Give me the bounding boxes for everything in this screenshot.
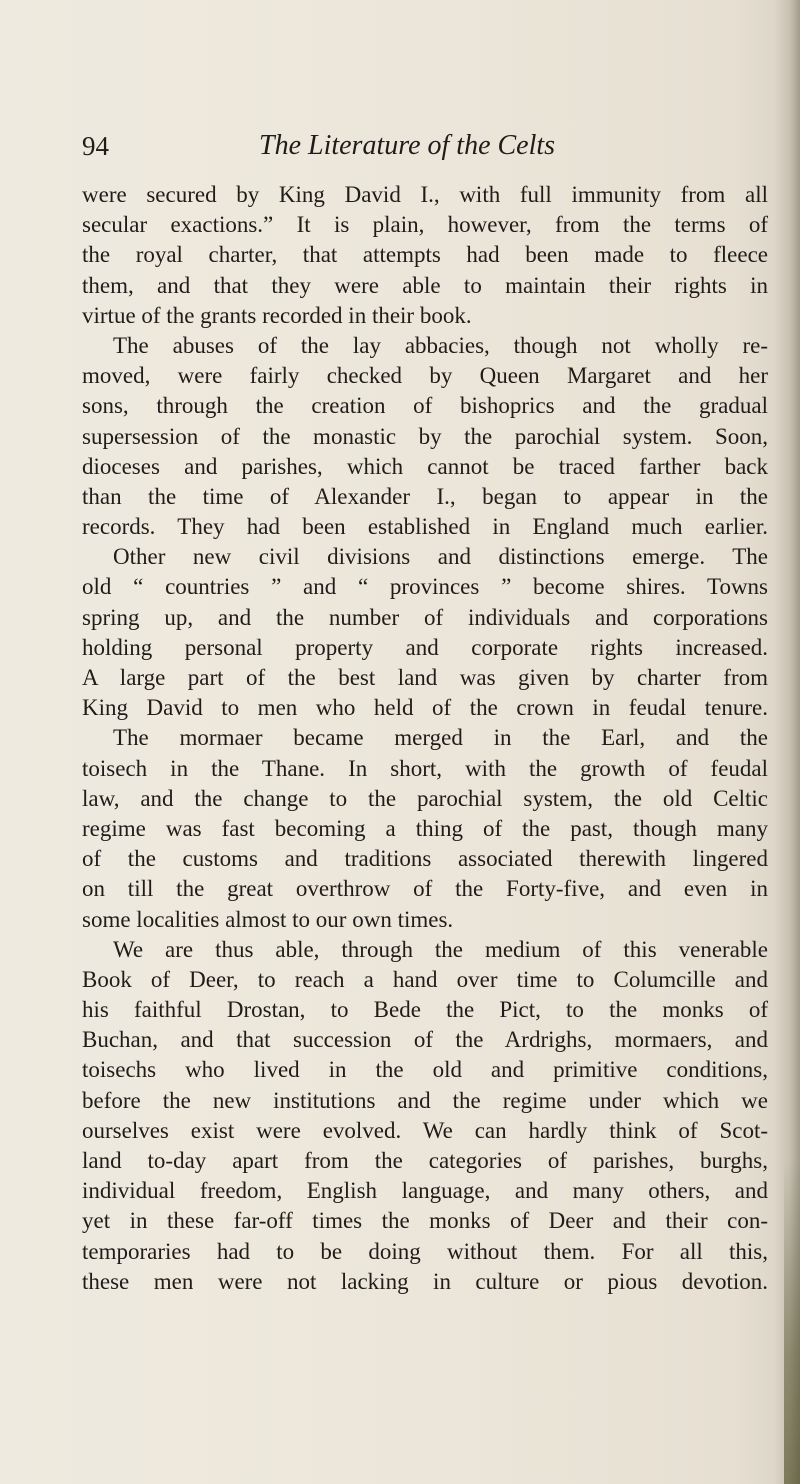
text-line: A large part of the best land was given by charter from bbox=[82, 665, 768, 690]
text-line: Other new civil divisions and distinctions emerge. The bbox=[113, 544, 768, 570]
text-line: these men were not lacking in culture or pious devotion. bbox=[82, 1268, 768, 1294]
text-line: temporaries had to be doing without them. For all this, bbox=[82, 1238, 768, 1264]
text-line: individual freedom, English language, and many others, and bbox=[82, 1178, 768, 1204]
text-line: before the new institutions and the regime under which we bbox=[82, 1087, 768, 1113]
text-line: toisech in the Thane. In short, with the growth of feudal bbox=[82, 755, 768, 781]
text-line: yet in these far-off times the monks of Deer and their con- bbox=[82, 1208, 768, 1234]
text-line: than the time of Alexander I., began to appear in the bbox=[82, 483, 768, 509]
text-line: dioceses and parishes, which cannot be traced farther back bbox=[82, 453, 768, 479]
text-line: Buchan, and that succession of the Ardrighs, mormaers, and bbox=[82, 1027, 768, 1053]
text-line: virtue of the grants recorded in their book. bbox=[82, 302, 472, 328]
text-line: Book of Deer, to reach a hand over time to Columcille and bbox=[82, 966, 768, 992]
text-line: supersession of the monastic by the parochial system. Soon, bbox=[82, 423, 768, 449]
text-line: spring up, and the number of individuals and corporations bbox=[82, 604, 768, 630]
text-line: law, and the change to the parochial system, the old Celtic bbox=[82, 785, 768, 811]
text-line: We are thus able, through the medium of this venerable bbox=[113, 936, 768, 962]
text-line: The mormaer became merged in the Earl, and the bbox=[113, 725, 768, 751]
text-line: secular exactions.” It is plain, however, from the terms of bbox=[82, 212, 768, 238]
text-line: moved, were fairly checked by Queen Margaret and her bbox=[82, 363, 768, 389]
text-line: land to-day apart from the categories of parishes, burghs, bbox=[82, 1148, 768, 1173]
text-line: toisechs who lived in the old and primitive conditions, bbox=[82, 1057, 768, 1083]
text-line: old “ countries ” and “ provinces ” become shires. Towns bbox=[82, 574, 768, 600]
body-text bbox=[82, 180, 768, 1297]
text-line: King David to men who held of the crown in feudal tenure. bbox=[82, 695, 768, 721]
page-header bbox=[82, 128, 772, 168]
text-line: them, and that they were able to maintain their rights in bbox=[82, 272, 768, 298]
text-line: The abuses of the lay abbacies, though not wholly re- bbox=[113, 332, 768, 358]
text-line: the royal charter, that attempts had been made to fleece bbox=[82, 242, 768, 268]
text-line: holding personal property and corporate rights increased. bbox=[82, 634, 768, 660]
text-line: were secured by King David I., with full immunity from all bbox=[82, 182, 768, 207]
text-line: records. They had been established in England much earlier. bbox=[82, 514, 768, 540]
text-line: sons, through the creation of bishoprics and the gradual bbox=[82, 393, 768, 419]
text-line: his faithful Drostan, to Bede the Pict, to the monks of bbox=[82, 997, 768, 1023]
text-line: regime was fast becoming a thing of the past, though many bbox=[82, 815, 768, 841]
page-number: 94 bbox=[82, 131, 109, 161]
page-edge-stain bbox=[784, 1160, 800, 1484]
text-line: on till the great overthrow of the Forty-five, and even in bbox=[82, 876, 768, 902]
text-line: ourselves exist were evolved. We can hardly think of Scot- bbox=[82, 1117, 768, 1143]
running-head: The Literature of the Celts bbox=[259, 130, 556, 161]
text-line: some localities almost to our own times. bbox=[82, 906, 454, 932]
text-line: of the customs and traditions associated therewith lingered bbox=[82, 846, 768, 872]
